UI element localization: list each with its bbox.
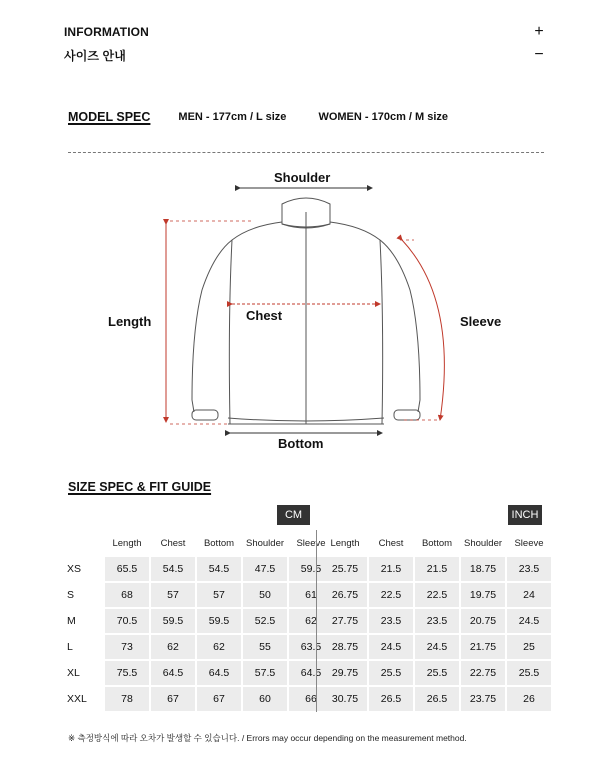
size-table-cm	[64, 530, 334, 712]
size-guide-label: 사이즈 안내	[64, 48, 126, 63]
column-header-inch: Chest	[378, 537, 404, 549]
table-row	[64, 660, 334, 686]
model-spec-title: MODEL SPEC	[68, 110, 151, 124]
size-label: L	[67, 641, 73, 653]
table-cell: 64.5	[289, 661, 333, 685]
model-spec	[68, 108, 448, 126]
jacket-measurement-diagram	[0, 160, 614, 460]
table-cell: 57	[151, 583, 195, 607]
table-row	[64, 686, 334, 712]
table-cell: 52.5	[243, 609, 287, 633]
column-header-cm: Shoulder	[245, 537, 285, 549]
table-cell: 25.5	[369, 661, 413, 685]
shoulder-label: Shoulder	[274, 170, 331, 185]
information-accordion[interactable]	[64, 22, 546, 42]
table-row	[322, 686, 552, 712]
table-row	[322, 582, 552, 608]
table-cell: 63.5	[289, 635, 333, 659]
table-cell: 21.5	[415, 557, 459, 581]
table-cell: 73	[105, 635, 149, 659]
table-cell: 70.5	[105, 609, 149, 633]
table-cell: 24.5	[369, 635, 413, 659]
cm-unit-tag: CM	[277, 505, 310, 525]
table-cell: 25.5	[507, 661, 551, 685]
table-cell: 26	[507, 687, 551, 711]
column-header-cm: Chest	[160, 537, 186, 549]
table-cell: 57.5	[243, 661, 287, 685]
table-cell: 62	[197, 635, 241, 659]
sleeve-label: Sleeve	[460, 314, 502, 329]
table-cell: 26.75	[323, 583, 367, 607]
table-cell: 62	[151, 635, 195, 659]
table-cell: 21.5	[369, 557, 413, 581]
table-row	[64, 582, 334, 608]
dashed-divider	[68, 152, 544, 153]
size-table-inch-header	[322, 530, 552, 556]
table-cell: 26.5	[369, 687, 413, 711]
table-cell: 50	[243, 583, 287, 607]
table-cell: 78	[105, 687, 149, 711]
table-row	[322, 556, 552, 582]
column-header-cm: Bottom	[203, 537, 235, 549]
column-header-cm: Length	[112, 537, 142, 549]
table-cell: 23.5	[507, 557, 551, 581]
table-cell: 67	[197, 687, 241, 711]
expand-plus-icon[interactable]: +	[534, 23, 544, 40]
table-cell: 21.75	[461, 635, 505, 659]
collapse-minus-icon[interactable]: −	[534, 46, 544, 63]
table-cell: 68	[105, 583, 149, 607]
measurement-footnote: ※ 측정방식에 따라 오차가 발생할 수 있습니다. / Errors may occur depending on the measurement method.	[68, 733, 467, 743]
table-cell: 18.75	[461, 557, 505, 581]
table-cell: 47.5	[243, 557, 287, 581]
table-cell: 22.75	[461, 661, 505, 685]
table-cell: 30.75	[323, 687, 367, 711]
table-cell: 24	[507, 583, 551, 607]
table-row	[322, 634, 552, 660]
information-label: INFORMATION	[64, 25, 149, 39]
table-cell: 75.5	[105, 661, 149, 685]
table-cell: 23.5	[369, 609, 413, 633]
size-table-inch	[322, 530, 552, 712]
table-cell: 25.5	[415, 661, 459, 685]
table-row	[64, 608, 334, 634]
size-label: M	[67, 615, 76, 627]
table-cell: 22.5	[369, 583, 413, 607]
table-row	[64, 634, 334, 660]
table-cell: 54.5	[151, 557, 195, 581]
size-label: XL	[67, 667, 80, 679]
column-header-inch: Bottom	[421, 537, 453, 549]
table-cell: 59.5	[197, 609, 241, 633]
table-divider	[316, 530, 317, 712]
column-header-inch: Sleeve	[514, 537, 544, 549]
table-cell: 67	[151, 687, 195, 711]
table-cell: 24.5	[415, 635, 459, 659]
table-cell: 23.5	[415, 609, 459, 633]
table-cell: 20.75	[461, 609, 505, 633]
table-cell: 59.5	[151, 609, 195, 633]
table-cell: 26.5	[415, 687, 459, 711]
table-cell: 59.5	[289, 557, 333, 581]
table-cell: 62	[289, 609, 333, 633]
table-cell: 22.5	[415, 583, 459, 607]
chest-label: Chest	[246, 308, 283, 323]
table-cell: 57	[197, 583, 241, 607]
inch-unit-tag: INCH	[508, 505, 542, 525]
size-label: XXL	[67, 693, 87, 705]
table-row	[322, 608, 552, 634]
table-cell: 64.5	[151, 661, 195, 685]
bottom-label: Bottom	[278, 436, 324, 451]
table-cell: 28.75	[323, 635, 367, 659]
table-cell: 65.5	[105, 557, 149, 581]
table-cell: 27.75	[323, 609, 367, 633]
table-cell: 23.75	[461, 687, 505, 711]
table-cell: 25	[507, 635, 551, 659]
size-guide-accordion[interactable]	[64, 45, 546, 65]
size-spec-title: SIZE SPEC & FIT GUIDE	[68, 480, 212, 494]
table-cell: 55	[243, 635, 287, 659]
table-cell: 64.5	[197, 661, 241, 685]
jacket-illustration-icon	[0, 160, 614, 460]
length-label: Length	[108, 314, 152, 329]
table-cell: 61	[289, 583, 333, 607]
table-cell: 24.5	[507, 609, 551, 633]
model-spec-men: MEN - 177cm / L size	[178, 111, 287, 123]
table-cell: 54.5	[197, 557, 241, 581]
table-cell: 25.75	[323, 557, 367, 581]
column-header-cm: Sleeve	[296, 537, 326, 549]
table-cell: 66	[289, 687, 333, 711]
size-label: S	[67, 589, 75, 601]
size-label: XS	[67, 563, 82, 575]
size-table-cm-header	[64, 530, 334, 556]
table-cell: 60	[243, 687, 287, 711]
column-header-inch: Shoulder	[463, 537, 503, 549]
column-header-inch: Length	[330, 537, 360, 549]
table-row	[64, 556, 334, 582]
model-spec-women: WOMEN - 170cm / M size	[318, 111, 449, 123]
table-cell: 19.75	[461, 583, 505, 607]
table-cell: 29.75	[323, 661, 367, 685]
table-row	[322, 660, 552, 686]
